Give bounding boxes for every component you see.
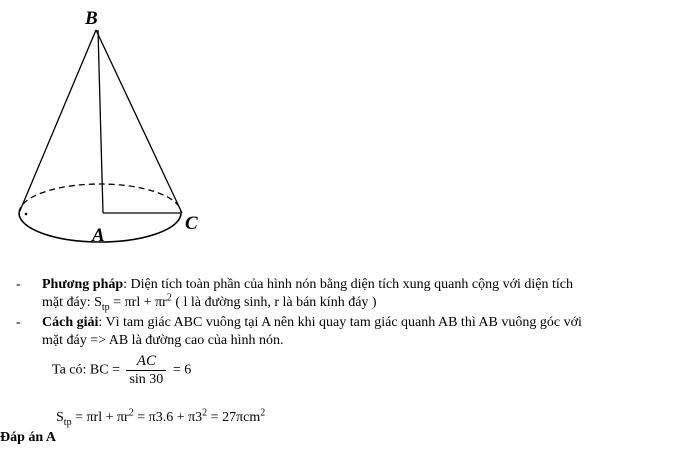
- solution-text-2: mặt đáy => AB là đường cao của hình nón.: [42, 333, 284, 348]
- slant-edge-BC: [96, 30, 182, 213]
- method-formula: $S_{tp} = \pi rl + \pi r^2$: [94, 292, 172, 313]
- calc-bc: Ta có: BC = $\frac{AC}{\sin 30}$ = 6: [52, 353, 192, 387]
- method-text-1: Diện tích toàn phần của hình nón bằng diện tích xung quanh cộng với diện tích: [127, 277, 574, 292]
- point-A-label: A: [92, 225, 105, 246]
- answer: Đáp án A: [0, 430, 57, 445]
- base-dot: [25, 213, 28, 216]
- height-AB: [98, 30, 103, 213]
- base-back-arc: [19, 184, 181, 213]
- slant-edge-left: [19, 30, 96, 213]
- point-B-label: B: [85, 8, 98, 29]
- fraction-ac-sin30: $\frac{AC}{\sin 30}$: [126, 352, 166, 389]
- solution-label: Cách giải: [42, 315, 99, 330]
- method-label: Phương pháp: [42, 277, 124, 292]
- solution-text-1: Vì tam giác ABC vuông tại A nên khi quay tam giác quanh AB thì AB vuông góc với: [102, 315, 582, 330]
- calc-stp: $S_{tp} = \pi rl + \pi r^2 = \pi 3.6 + \pi 3^2 = 27\pi cm^2$: [56, 407, 266, 428]
- method-note: ( l là đường sinh, r là bán kính đáy ): [171, 295, 377, 310]
- point-C-label: C: [185, 213, 198, 234]
